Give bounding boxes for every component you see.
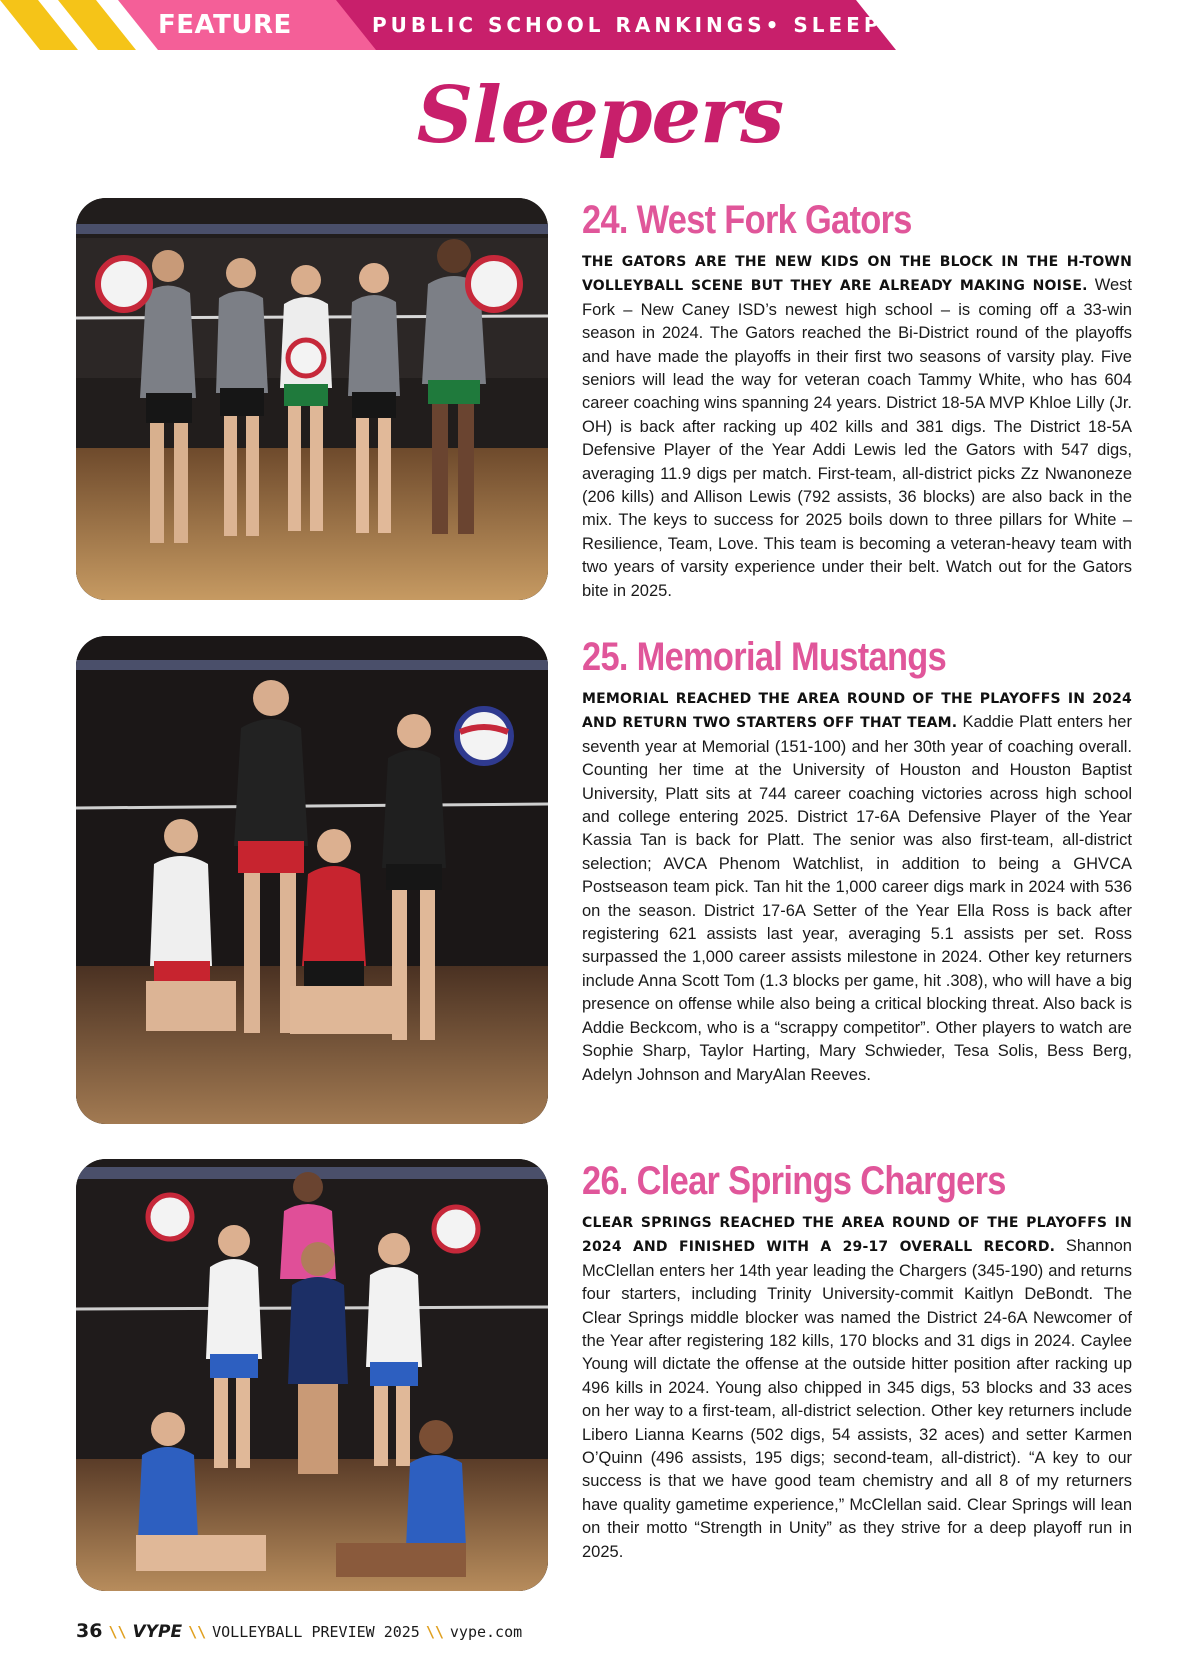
article-body (582, 687, 1132, 1087)
footer-brand: VYPE (132, 1622, 183, 1642)
volleyballs (457, 709, 511, 763)
footer-separator: \\ (188, 1623, 207, 1641)
page-number: 36 (76, 1620, 103, 1642)
section-label: FEATURE (158, 10, 292, 40)
page-title: Sleepers (416, 70, 784, 161)
lead-in: THE GATORS ARE THE NEW KIDS ON THE BLOCK IN THE H-TOWN VOLLEYBALL SCENE BUT THEY ARE ALREADY MAKING NOISE. (582, 254, 1132, 295)
body-text: West Fork – New Caney ISD’s newest high school – is coming off a 33-win season in 2024. The Gators reached the Bi-District round of the playoffs and have made the playoffs in their first two seasons of varsity play. Five seniors will lead the way for veteran coach Tammy White, who has 604 career coaching wins spanning 24 years. District 18-5A MVP Khloe Lilly (Jr. OH) is back after racking up 402 kills and 381 digs. The District 18-5A Defensive Player of the Year Addi Lewis led the Gators with 547 digs, averaging 11.9 digs per match. First-team, all-district picks Zz Nwanoneze (206 kills) and Allison Lewis (792 assists, 36 blocks) are also back in the mix. The keys to success for 2025 boils down to three pillars for White – Resilience, Team, Love. This team is becoming a veteran-heavy team with two years of varsity experience under their belt. Watch out for the Gators bite in 2025. (582, 276, 1132, 600)
article-west-fork (582, 194, 1132, 603)
article-clear-springs (582, 1155, 1132, 1564)
lead-in: MEMORIAL REACHED THE AREA ROUND OF THE PLAYOFFS IN 2024 AND RETURN TWO STARTERS OFF THAT TEAM. (582, 691, 1132, 732)
body-text: Kaddie Platt enters her seventh year at Memorial (151-100) and her 30th year of coaching overall. Counting her time at the University of Houston and Houston Baptist University, Platt sits at 744 career coaching victories across high school and college entering 2025. District 17-6A Defensive Player of the Year Kassia Tan is back for Platt. The senior was also first-team, all-district selection; AVCA Phenom Watchlist, in addition to being a GHVCA Postseason team pick. Tan hit the 1,000 career digs mark in 2024 with 536 on the season. District 17-6A Setter of the Year Ella Ross is back after registering 621 assists last year, averaging 5.1 assists per set. Ross surpassed the 1,000 career assists milestone in 2024. Other key returners include Anna Scott Tom (1.3 blocks per game, hit .308), who will have a big presence on offense while also being a critical blocking threat. Also back is Addie Beckcom, who is a “scrappy competitor”. Other players to watch are Sophie Sharp, Taylor Harting, Mary Schwieder, Tesa Solis, Bess Berg, Adelyn Johnson and MaryAlan Reeves. (582, 713, 1132, 1084)
team-heading: 26. Clear Springs Chargers (582, 1159, 1006, 1203)
team-photo-memorial (76, 636, 548, 1124)
team-photo-clear-springs (76, 1159, 548, 1591)
footer-publication: VOLLEYBALL PREVIEW 2025 (212, 1623, 420, 1641)
article-body (582, 1211, 1132, 1564)
team-heading: 24. West Fork Gators (582, 198, 912, 242)
photo-memorial-illustration (76, 636, 548, 1124)
body-text: Shannon McClellan enters her 14th year leading the Chargers (345-190) and returns four starters, including Trinity University-commit Kaitlyn DeBondt. The Clear Springs middle blocker was named the District 24-6A Newcomer of the Year after registering 182 kills, 170 blocks and 31 digs in 2024. Caylee Young will dictate the offense at the outside hitter position after racking up 496 kills in 2024. Young also chipped in 345 digs, 53 blocks and 33 aces on her way to a first-team, all-district selection. Other key returners include Libero Lianna Kearns (502 digs, 54 assists, 32 aces) and setter Karmen O’Quinn (496 assists, 195 digs; second-team, all-district). “A key to our success is that we have good team chemistry and all 8 of my returners have quality gametime experience,” McClellan said. Clear Springs will lean on their motto “Strength in Unity” as they strive for a deep playoff run in 2025. (582, 1237, 1132, 1561)
footer-separator: \\ (425, 1623, 444, 1641)
team-photo-west-fork (76, 198, 548, 600)
photo-west-fork-illustration (76, 198, 548, 600)
footer-site-link[interactable]: vype.com (449, 1623, 523, 1641)
team-heading: 25. Memorial Mustangs (582, 635, 947, 679)
article-body (582, 250, 1132, 603)
subsection-label: PUBLIC SCHOOL RANKINGS• SLEEPERS (372, 13, 938, 37)
photo-clear-springs-illustration (76, 1159, 548, 1591)
page-footer (76, 1618, 522, 1644)
lead-in: CLEAR SPRINGS REACHED THE AREA ROUND OF THE PLAYOFFS IN 2024 AND FINISHED WITH A 29-17 OVERALL RECORD. (582, 1215, 1132, 1256)
article-memorial (582, 631, 1132, 1087)
footer-separator: \\ (108, 1623, 127, 1641)
header-banner (0, 0, 1200, 50)
